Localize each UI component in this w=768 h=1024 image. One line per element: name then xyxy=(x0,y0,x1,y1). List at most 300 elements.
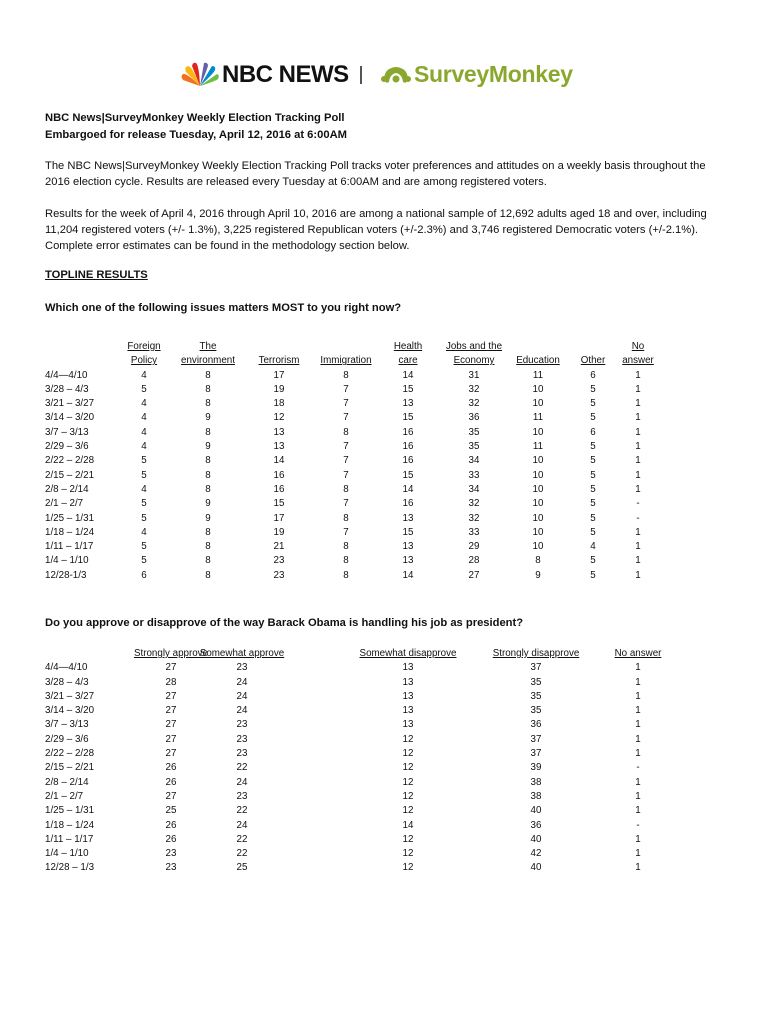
table-row xyxy=(45,469,685,483)
table-cell: 10 xyxy=(532,455,544,467)
table-cell: 14 xyxy=(402,369,414,381)
table-cell: 33 xyxy=(468,469,480,481)
table-cell: 7 xyxy=(343,441,349,453)
row-date-label: 1/25 – 1/31 xyxy=(45,512,95,524)
table-cell: 5 xyxy=(141,455,147,467)
table-cell: 1 xyxy=(635,455,641,467)
table-header-row xyxy=(45,340,685,354)
table-cell: 23 xyxy=(273,555,285,567)
table-cell: 14 xyxy=(273,455,285,467)
table-cell: 1 xyxy=(635,848,641,860)
table-cell: 29 xyxy=(468,541,480,553)
table-cell: 28 xyxy=(468,555,480,567)
table-cell: 27 xyxy=(468,569,480,581)
table-cell: 5 xyxy=(590,526,596,538)
table-cell: 23 xyxy=(236,790,248,802)
table-row xyxy=(45,776,685,790)
table-cell: 15 xyxy=(402,526,414,538)
table-row xyxy=(45,497,685,511)
column-header: Terrorism xyxy=(258,355,300,367)
table-cell: 36 xyxy=(468,412,480,424)
table-cell: 24 xyxy=(236,690,248,702)
logo-header xyxy=(0,58,768,94)
column-header: care xyxy=(398,355,418,367)
table-row xyxy=(45,440,685,454)
table-cell: 5 xyxy=(141,383,147,395)
row-date-label: 3/7 – 3/13 xyxy=(45,426,89,438)
table-cell: 5 xyxy=(590,483,596,495)
nbc-news-wordmark: NBC NEWS xyxy=(222,61,349,88)
table-cell: 17 xyxy=(273,512,285,524)
table-cell: 12 xyxy=(402,776,414,788)
table-cell: 1 xyxy=(635,748,641,760)
table-cell: - xyxy=(636,819,640,831)
table-cell: 10 xyxy=(532,498,544,510)
table-row xyxy=(45,690,685,704)
table-cell: 7 xyxy=(343,455,349,467)
table-cell: 1 xyxy=(635,426,641,438)
table-cell: 6 xyxy=(590,369,596,381)
table-cell: 13 xyxy=(402,705,414,717)
table-cell: 8 xyxy=(343,369,349,381)
table-row xyxy=(45,397,685,411)
column-header-top: Health xyxy=(393,341,423,352)
row-date-label: 3/28 – 4/3 xyxy=(45,676,89,688)
table-cell: 12 xyxy=(402,805,414,817)
row-date-label: 3/28 – 4/3 xyxy=(45,383,89,395)
table-cell: 1 xyxy=(635,398,641,410)
table-cell: 9 xyxy=(205,441,211,453)
table-cell: 5 xyxy=(141,469,147,481)
document-title: NBC News|SurveyMonkey Weekly Election Tracking Poll xyxy=(45,112,345,124)
table-cell: 23 xyxy=(165,862,177,874)
table-cell: 40 xyxy=(530,862,542,874)
table-cell: 26 xyxy=(165,762,177,774)
row-date-label: 1/25 – 1/31 xyxy=(45,805,95,817)
table-cell: 13 xyxy=(273,426,285,438)
table-cell: 22 xyxy=(236,833,248,845)
table-cell: 5 xyxy=(590,555,596,567)
table-cell: 22 xyxy=(236,848,248,860)
table-cell: 5 xyxy=(590,569,596,581)
row-date-label: 2/29 – 3/6 xyxy=(45,441,89,453)
table-cell: 1 xyxy=(635,412,641,424)
column-header: Strongly approve xyxy=(133,648,209,659)
table-cell: 22 xyxy=(236,805,248,817)
row-date-label: 2/22 – 2/28 xyxy=(45,748,95,760)
table-cell: 28 xyxy=(165,676,177,688)
table-cell: 15 xyxy=(402,412,414,424)
row-date-label: 4/4—4/10 xyxy=(45,662,88,674)
table-cell: 35 xyxy=(530,690,542,702)
table-row xyxy=(45,454,685,468)
table-cell: 36 xyxy=(530,719,542,731)
column-header-top: Foreign xyxy=(127,341,161,352)
column-header: Somewhat disapprove xyxy=(359,648,457,659)
table-cell: 19 xyxy=(273,383,285,395)
row-date-label: 2/15 – 2/21 xyxy=(45,469,95,481)
table-cell: 13 xyxy=(402,690,414,702)
table-cell: 1 xyxy=(635,733,641,745)
table-cell: 13 xyxy=(273,441,285,453)
table-cell: 5 xyxy=(590,455,596,467)
table-cell: 40 xyxy=(530,805,542,817)
table-cell: 4 xyxy=(141,526,147,538)
row-date-label: 3/7 – 3/13 xyxy=(45,719,89,731)
table-cell: 32 xyxy=(468,383,480,395)
table-cell: 15 xyxy=(402,469,414,481)
table-row xyxy=(45,704,685,718)
table-cell: 13 xyxy=(402,719,414,731)
table-cell: 7 xyxy=(343,469,349,481)
table-cell: 7 xyxy=(343,526,349,538)
table-cell: 1 xyxy=(635,833,641,845)
table-row xyxy=(45,540,685,554)
table-cell: 13 xyxy=(402,662,414,674)
table-cell: 35 xyxy=(530,676,542,688)
table-cell: 5 xyxy=(141,512,147,524)
table-cell: 27 xyxy=(165,790,177,802)
table-row xyxy=(45,733,685,747)
column-header: answer xyxy=(622,355,654,367)
column-header: Immigration xyxy=(320,355,372,367)
table-cell: 15 xyxy=(273,498,285,510)
table-cell: 27 xyxy=(165,733,177,745)
table-cell: 7 xyxy=(343,412,349,424)
table-cell: 35 xyxy=(468,426,480,438)
table-cell: 8 xyxy=(343,512,349,524)
table-cell: 9 xyxy=(205,412,211,424)
table-cell: 26 xyxy=(165,819,177,831)
table-cell: 24 xyxy=(236,676,248,688)
surveymonkey-logo-icon xyxy=(380,62,412,88)
table-cell: 12 xyxy=(273,412,285,424)
table-cell: 8 xyxy=(205,398,211,410)
table-row xyxy=(45,790,685,804)
table-cell: 8 xyxy=(205,369,211,381)
table-row xyxy=(45,861,685,875)
table-cell: 16 xyxy=(402,455,414,467)
table-cell: 4 xyxy=(590,541,596,553)
table-cell: 12 xyxy=(402,862,414,874)
column-header-top: The xyxy=(199,341,217,352)
table-cell: 13 xyxy=(402,398,414,410)
topline-heading: TOPLINE RESULTS xyxy=(45,269,148,281)
table-cell: 1 xyxy=(635,483,641,495)
table-cell: 32 xyxy=(468,398,480,410)
table-cell: 6 xyxy=(590,426,596,438)
table-cell: 1 xyxy=(635,441,641,453)
table-cell: 37 xyxy=(530,748,542,760)
table-cell: 23 xyxy=(236,748,248,760)
issues-table xyxy=(45,340,685,583)
table-cell: 4 xyxy=(141,412,147,424)
table-cell: 4 xyxy=(141,441,147,453)
table-cell: 8 xyxy=(205,383,211,395)
table-cell: 5 xyxy=(590,412,596,424)
table-row xyxy=(45,526,685,540)
table-cell: 5 xyxy=(590,383,596,395)
table-cell: 5 xyxy=(590,512,596,524)
table-cell: 4 xyxy=(141,398,147,410)
table-cell: 5 xyxy=(590,498,596,510)
table-cell: 1 xyxy=(635,469,641,481)
table-cell: 12 xyxy=(402,748,414,760)
table-cell: 1 xyxy=(635,526,641,538)
column-header: No answer xyxy=(614,648,662,659)
table-cell: 4 xyxy=(141,369,147,381)
table-cell: 1 xyxy=(635,555,641,567)
table-cell: 10 xyxy=(532,512,544,524)
row-date-label: 2/1 – 2/7 xyxy=(45,790,84,802)
table-header-row xyxy=(45,647,685,661)
table-cell: 8 xyxy=(535,555,541,567)
table-row xyxy=(45,819,685,833)
table-cell: 10 xyxy=(532,541,544,553)
table-cell: 8 xyxy=(343,426,349,438)
table-cell: 5 xyxy=(590,469,596,481)
table-cell: 8 xyxy=(205,426,211,438)
table-cell: 25 xyxy=(165,805,177,817)
table-cell: 5 xyxy=(141,498,147,510)
row-date-label: 2/1 – 2/7 xyxy=(45,498,84,510)
row-date-label: 2/8 – 2/14 xyxy=(45,483,89,495)
obama-approval-table xyxy=(45,647,685,876)
table-cell: 9 xyxy=(535,569,541,581)
table-row xyxy=(45,411,685,425)
table-cell: 5 xyxy=(590,441,596,453)
table-row xyxy=(45,718,685,732)
table-cell: 10 xyxy=(532,526,544,538)
table-cell: 11 xyxy=(532,369,544,381)
table-cell: 10 xyxy=(532,398,544,410)
table-cell: 36 xyxy=(530,819,542,831)
table-row xyxy=(45,369,685,383)
table-cell: 8 xyxy=(205,455,211,467)
table-cell: 12 xyxy=(402,833,414,845)
table-cell: 16 xyxy=(273,483,285,495)
row-date-label: 3/14 – 3/20 xyxy=(45,412,95,424)
table-cell: 38 xyxy=(530,790,542,802)
row-date-label: 4/4—4/10 xyxy=(45,369,88,381)
table-cell: 1 xyxy=(635,805,641,817)
table-cell: 8 xyxy=(343,569,349,581)
row-date-label: 1/11 – 1/17 xyxy=(45,541,94,553)
table-cell: 27 xyxy=(165,705,177,717)
table-cell: 10 xyxy=(532,426,544,438)
table-cell: 7 xyxy=(343,383,349,395)
table-cell: 9 xyxy=(205,498,211,510)
table-cell: 23 xyxy=(236,733,248,745)
table-cell: 24 xyxy=(236,819,248,831)
table-cell: 39 xyxy=(530,762,542,774)
embargo-line: Embargoed for release Tuesday, April 12, 2016 at 6:00AM xyxy=(45,129,347,141)
table-cell: 32 xyxy=(468,512,480,524)
table-cell: 8 xyxy=(343,541,349,553)
table-cell: 31 xyxy=(468,369,480,381)
column-header: environment xyxy=(181,355,235,367)
table-cell: 32 xyxy=(468,498,480,510)
table-cell: 16 xyxy=(402,498,414,510)
table-cell: 16 xyxy=(402,426,414,438)
table-cell: 5 xyxy=(590,398,596,410)
table-cell: 8 xyxy=(205,469,211,481)
table-cell: 1 xyxy=(635,662,641,674)
table-cell: 14 xyxy=(402,819,414,831)
column-header: Economy xyxy=(453,355,495,367)
table-cell: 7 xyxy=(343,498,349,510)
row-date-label: 1/4 – 1/10 xyxy=(45,555,89,567)
row-date-label: 12/28 – 1/3 xyxy=(45,862,95,874)
table-cell: 12 xyxy=(402,790,414,802)
table-cell: 13 xyxy=(402,676,414,688)
table-cell: 5 xyxy=(141,541,147,553)
table-cell: 23 xyxy=(236,662,248,674)
table-row xyxy=(45,747,685,761)
table-cell: 17 xyxy=(273,369,285,381)
table-cell: 27 xyxy=(165,719,177,731)
table-row xyxy=(45,676,685,690)
column-header: Policy xyxy=(130,355,158,367)
table-row xyxy=(45,383,685,397)
table-cell: 33 xyxy=(468,526,480,538)
table-cell: 8 xyxy=(205,483,211,495)
table-cell: 14 xyxy=(402,483,414,495)
table-cell: 23 xyxy=(273,569,285,581)
table-cell: 37 xyxy=(530,733,542,745)
intro-paragraph: The NBC News|SurveyMonkey Weekly Election Tracking Poll tracks voter preferences and attitudes on a weekly basis throughout the 2016 election cycle. Results are released every Tuesday at 6:00AM and are among registered voters. xyxy=(45,160,706,188)
table-cell: 8 xyxy=(343,483,349,495)
table-cell: 4 xyxy=(141,483,147,495)
question-2: Do you approve or disapprove of the way Barack Obama is handling his job as president? xyxy=(45,617,524,629)
table-cell: 1 xyxy=(635,690,641,702)
table-cell: 8 xyxy=(205,555,211,567)
table-header-row xyxy=(45,354,685,368)
table-row xyxy=(45,569,685,583)
table-cell: 27 xyxy=(165,662,177,674)
nbc-peacock-icon xyxy=(180,62,220,88)
table-cell: 1 xyxy=(635,776,641,788)
table-cell: 10 xyxy=(532,383,544,395)
surveymonkey-wordmark: SurveyMonkey xyxy=(414,61,573,87)
table-cell: 26 xyxy=(165,776,177,788)
table-cell: 18 xyxy=(273,398,285,410)
table-cell: 40 xyxy=(530,833,542,845)
table-cell: 37 xyxy=(530,662,542,674)
table-cell: 35 xyxy=(468,441,480,453)
table-cell: 1 xyxy=(635,383,641,395)
table-cell: - xyxy=(636,512,640,524)
table-cell: 23 xyxy=(165,848,177,860)
table-cell: 1 xyxy=(635,705,641,717)
table-cell: 10 xyxy=(532,469,544,481)
column-header: Other xyxy=(580,355,606,367)
table-row xyxy=(45,847,685,861)
table-cell: 8 xyxy=(205,569,211,581)
table-cell: 1 xyxy=(635,862,641,874)
question-1: Which one of the following issues matters MOST to you right now? xyxy=(45,302,402,314)
table-cell: 34 xyxy=(468,455,480,467)
row-date-label: 12/28-1/3 xyxy=(45,569,87,581)
row-date-label: 3/14 – 3/20 xyxy=(45,705,95,717)
table-cell: 1 xyxy=(635,676,641,688)
table-row xyxy=(45,512,685,526)
table-cell: 24 xyxy=(236,776,248,788)
table-cell: - xyxy=(636,762,640,774)
table-cell: 1 xyxy=(635,719,641,731)
row-date-label: 3/21 – 3/27 xyxy=(45,690,95,702)
table-cell: 9 xyxy=(205,512,211,524)
table-row xyxy=(45,761,685,775)
table-cell: 8 xyxy=(343,555,349,567)
table-cell: 13 xyxy=(402,512,414,524)
table-cell: 11 xyxy=(532,412,544,424)
table-row xyxy=(45,554,685,568)
row-date-label: 1/18 – 1/24 xyxy=(45,526,95,538)
table-cell: 38 xyxy=(530,776,542,788)
table-cell: 16 xyxy=(402,441,414,453)
table-cell: 11 xyxy=(532,441,544,453)
table-cell: 1 xyxy=(635,541,641,553)
table-cell: 12 xyxy=(402,762,414,774)
table-row xyxy=(45,426,685,440)
table-cell: 27 xyxy=(165,690,177,702)
column-header-top: Jobs and the xyxy=(445,341,503,352)
sample-paragraph: Results for the week of April 4, 2016 through April 10, 2016 are among a national sample of 12,692 adults aged 18 and over, including 11,204 registered voters (+/- 1.3%), 3,225 registered Republican voters (+/-2.3%) and 3,746 registered Democratic voters (+/-2.1%). Complete error estimates can be found in the methodology section below. xyxy=(45,208,707,252)
table-cell: 22 xyxy=(236,762,248,774)
table-cell: 14 xyxy=(402,569,414,581)
table-cell: 16 xyxy=(273,469,285,481)
table-cell: 34 xyxy=(468,483,480,495)
row-date-label: 1/11 – 1/17 xyxy=(45,833,94,845)
table-cell: 35 xyxy=(530,705,542,717)
table-row xyxy=(45,661,685,675)
table-cell: 13 xyxy=(402,555,414,567)
table-cell: 7 xyxy=(343,398,349,410)
table-cell: 25 xyxy=(236,862,248,874)
table-cell: 1 xyxy=(635,369,641,381)
column-header: Somewhat approve xyxy=(199,648,285,659)
table-cell: 8 xyxy=(205,526,211,538)
table-cell: 24 xyxy=(236,705,248,717)
row-date-label: 2/22 – 2/28 xyxy=(45,455,95,467)
table-cell: 12 xyxy=(402,733,414,745)
row-date-label: 2/15 – 2/21 xyxy=(45,762,95,774)
table-cell: 4 xyxy=(141,426,147,438)
column-header: Strongly disapprove xyxy=(492,648,580,659)
table-cell: 1 xyxy=(635,790,641,802)
table-cell: 15 xyxy=(402,383,414,395)
table-cell: 6 xyxy=(141,569,147,581)
table-row xyxy=(45,833,685,847)
table-row xyxy=(45,804,685,818)
row-date-label: 3/21 – 3/27 xyxy=(45,398,95,410)
table-cell: 19 xyxy=(273,526,285,538)
row-date-label: 1/4 – 1/10 xyxy=(45,848,89,860)
column-header-top: No xyxy=(631,341,645,352)
column-header: Education xyxy=(516,355,560,367)
row-date-label: 2/29 – 3/6 xyxy=(45,733,89,745)
table-cell: 8 xyxy=(205,541,211,553)
row-date-label: 1/18 – 1/24 xyxy=(45,819,95,831)
logo-separator xyxy=(360,66,362,84)
table-cell: 1 xyxy=(635,569,641,581)
row-date-label: 2/8 – 2/14 xyxy=(45,776,89,788)
table-cell: 27 xyxy=(165,748,177,760)
table-cell: 10 xyxy=(532,483,544,495)
table-cell: 21 xyxy=(273,541,285,553)
table-cell: 5 xyxy=(141,555,147,567)
